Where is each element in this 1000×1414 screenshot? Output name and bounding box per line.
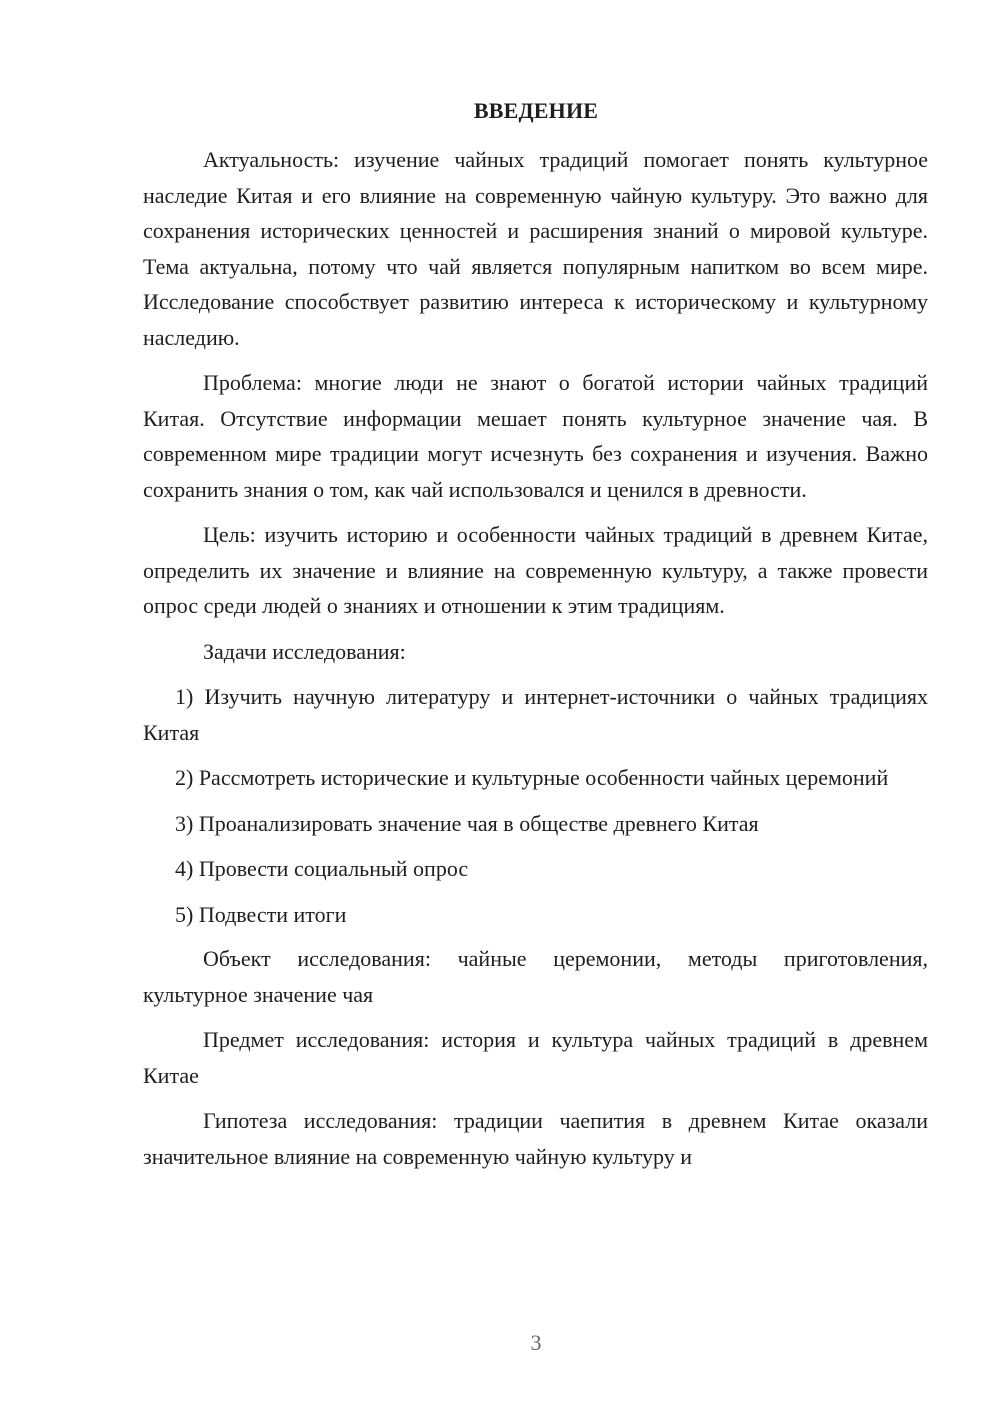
task-item: 2) Рассмотреть исторические и культурные особенности чайных церемоний (175, 765, 889, 790)
task-item: 3) Проанализировать значение чая в обществе древнего Китая (175, 810, 759, 836)
tasks-heading: Задачи исследования: (203, 638, 406, 664)
task-item: 4) Провести социальный опрос (175, 856, 469, 881)
object-paragraph: Объект исследования: чайные церемонии, методы приготовления, культурное значение чая (143, 946, 928, 1007)
task-item: 1) Изучить научную литературу и интернет-источники о чайных традициях Китая (143, 684, 928, 745)
subject-paragraph: Предмет исследования: история и культура чайных традиций в древнем Китае (143, 1027, 928, 1088)
body-text (143, 142, 928, 1174)
section-title: ВВЕДЕНИЕ (473, 98, 599, 123)
hypothesis-paragraph: Гипотеза исследования: традиции чаепития в древнем Китае оказали значительное влияние на современную чайную культуру и (143, 1108, 928, 1169)
problem-paragraph: Проблема: многие люди не знают о богатой истории чайных традиций Китая. Отсутствие информации мешает понять культурное значение чая. В современном мире традиции могут исчезнуть без сохранения и изучения. Важно сохранить знания о том, как чай использовался и ценился в древности. (143, 370, 928, 502)
task-item: 5) Подвести итоги (175, 901, 347, 927)
relevance-paragraph: Актуальность: изучение чайных традиций помогает понять культурное наследие Китая и его влияние на современную чайную культуру. Это важно для сохранения исторических ценностей и расширения знаний о мировой культуре. Тема актуальна, потому что чай является популярным напитком во всем мире. Исследование способствует развитию интереса к историческому и культурному наследию. (143, 147, 928, 350)
goal-paragraph: Цель: изучить историю и особенности чайных традиций в древнем Китае, определить их значение и влияние на современную культуру, а также провести опрос среди людей о знаниях и отношении к этим традициям. (143, 522, 928, 618)
page-number: 3 (530, 1330, 542, 1355)
